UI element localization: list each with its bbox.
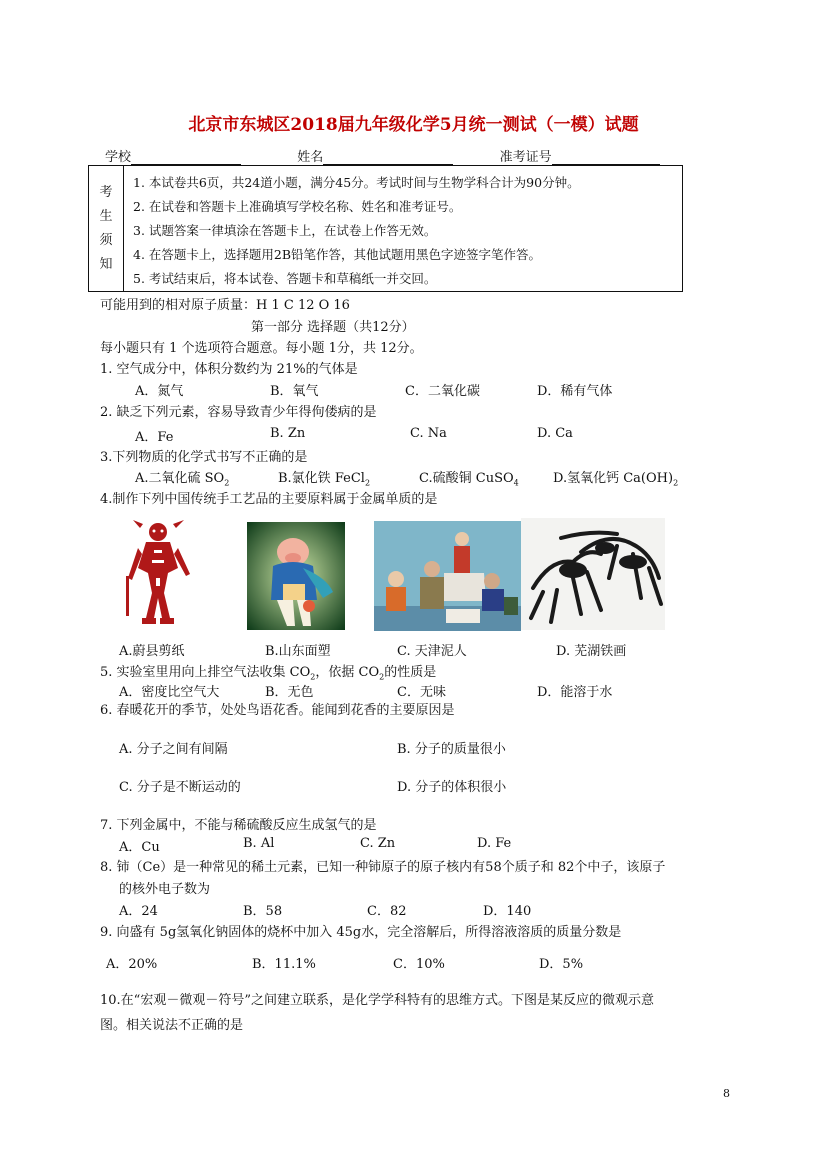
q7-option-c: C. Zn bbox=[360, 836, 396, 851]
q10-stem-line1: 10.在“宏观－微观－符号”之间建立联系，是化学学科特有的思维方式。下图是某反应的微观示意 bbox=[100, 993, 654, 1008]
papercut-image bbox=[118, 518, 200, 630]
q4-option-d: D. 芜湖铁画 bbox=[556, 644, 627, 659]
q8-stem-line1: 8. 铈（Ce）是一种常见的稀土元素，已知一种铈原子的原子核内有58个质子和 82个中子，该原子 bbox=[100, 860, 666, 875]
section-title: 第一部分 选择题（共12分） bbox=[251, 320, 415, 335]
q9-option-c: C．10% bbox=[393, 957, 445, 972]
exam-id-label: 准考证号 bbox=[499, 150, 552, 165]
name-label: 姓名 bbox=[297, 150, 324, 165]
q6-option-b: B. 分子的质量很小 bbox=[397, 742, 506, 757]
q1-stem: 1. 空气成分中，体积分数约为 21%的气体是 bbox=[100, 362, 358, 377]
instruction: 每小题只有 1 个选项符合题意。每小题 1分，共 12分。 bbox=[100, 341, 423, 356]
q5-option-d: D．能溶于水 bbox=[537, 685, 613, 700]
notice-box bbox=[88, 165, 683, 292]
q4-option-c: C. 天津泥人 bbox=[397, 644, 467, 659]
iron-painting-image bbox=[521, 518, 665, 630]
dough-figurine-image bbox=[247, 522, 345, 630]
document-title: 北京市东城区2018届九年级化学5月统一测试（一模）试题 bbox=[188, 115, 639, 135]
q8-stem-line2: 的核外电子数为 bbox=[119, 882, 211, 897]
student-info-fields bbox=[105, 146, 660, 165]
school-label: 学校 bbox=[105, 150, 132, 165]
q3-stem: 3.下列物质的化学式书写不正确的是 bbox=[100, 450, 308, 465]
q2-option-c: C. Na bbox=[410, 426, 447, 441]
atomic-mass-line: 可能用到的相对原子质量：H 1 C 12 O 16 bbox=[100, 298, 350, 313]
q2-option-b: B. Zn bbox=[270, 426, 306, 441]
q6-stem: 6. 春暖花开的季节，处处鸟语花香。能闻到花香的主要原因是 bbox=[100, 703, 455, 718]
q9-option-d: D．5% bbox=[539, 957, 584, 972]
q8-option-c: C．82 bbox=[367, 904, 407, 919]
q3-option-d: D.氢氧化钙 $Ca(OH)_2$ bbox=[553, 471, 679, 488]
q3-option-a: A.二氧化硫 $SO_2$ bbox=[135, 471, 230, 488]
notice-item: 2. 在试卷和答题卡上准确填写学校名称、姓名和准考证号。 bbox=[133, 199, 462, 214]
school-blank bbox=[131, 150, 241, 165]
q6-option-d: D. 分子的体积很小 bbox=[397, 780, 507, 795]
q4-option-a: A.蔚县剪纸 bbox=[119, 644, 185, 659]
q4-option-b: B.山东面塑 bbox=[265, 644, 331, 659]
q6-option-a: A. 分子之间有间隔 bbox=[119, 742, 228, 757]
q8-option-d: D．140 bbox=[483, 904, 532, 919]
q4-stem: 4.制作下列中国传统手工艺品的主要原料属于金属单质的是 bbox=[100, 492, 438, 507]
exam-id-blank bbox=[552, 150, 660, 165]
q5-option-a: A．密度比空气大 bbox=[119, 685, 220, 700]
q8-option-a: A．24 bbox=[119, 904, 158, 919]
q7-stem: 7. 下列金属中，不能与稀硫酸反应生成氢气的是 bbox=[100, 818, 377, 833]
notice-item: 4. 在答题卡上，选择题用2B铅笔作答，其他试题用黑色字迹签字笔作答。 bbox=[133, 247, 542, 262]
q9-option-a: A．20% bbox=[106, 957, 158, 972]
q7-option-a: A．Cu bbox=[119, 840, 160, 855]
q1-option-d: D．稀有气体 bbox=[537, 384, 613, 399]
page-number: 8 bbox=[723, 1087, 730, 1100]
q6-option-c: C. 分子是不断运动的 bbox=[119, 780, 241, 795]
name-blank bbox=[323, 150, 453, 165]
q5-option-b: B．无色 bbox=[265, 685, 314, 700]
q9-stem: 9. 向盛有 5g氢氧化钠固体的烧杯中加入 45g水，完全溶解后，所得溶液溶质的质量分数是 bbox=[100, 925, 622, 940]
q2-stem: 2. 缺乏下列元素，容易导致青少年得佝偻病的是 bbox=[100, 405, 377, 420]
q2-option-a: A．Fe bbox=[135, 430, 174, 445]
q1-option-c: C．二氧化碳 bbox=[405, 384, 480, 399]
notice-side-label: 考 生 须 知 bbox=[89, 166, 124, 291]
q5-option-c: C．无味 bbox=[397, 685, 446, 700]
q7-option-b: B. Al bbox=[243, 836, 275, 851]
q3-option-c: C.硫酸铜 CuSO$_4$ bbox=[419, 471, 519, 488]
q3-option-b: B.氯化铁 FeCl$_2$ bbox=[278, 471, 371, 488]
notice-item: 1. 本试卷共6页，共24道小题，满分45分。考试时间与生物学科合计为90分钟。 bbox=[133, 175, 580, 190]
q5-stem: 5. 实验室里用向上排空气法收集 $CO_2$，依据 $CO_2$的性质是 bbox=[100, 665, 437, 682]
q7-option-d: D. Fe bbox=[477, 836, 512, 851]
clay-figures-image bbox=[374, 521, 521, 631]
q2-option-d: D. Ca bbox=[537, 426, 573, 441]
q1-option-b: B．氧气 bbox=[270, 384, 319, 399]
notice-item: 5. 考试结束后，将本试卷、答题卡和草稿纸一并交回。 bbox=[133, 271, 437, 286]
q10-stem-line2: 图。相关说法不正确的是 bbox=[100, 1018, 244, 1033]
q9-option-b: B．11.1% bbox=[252, 957, 316, 972]
q1-option-a: A．氮气 bbox=[135, 384, 184, 399]
notice-item: 3. 试题答案一律填涂在答题卡上，在试卷上作答无效。 bbox=[133, 223, 437, 238]
notice-items bbox=[133, 171, 580, 291]
q8-option-b: B．58 bbox=[243, 904, 283, 919]
